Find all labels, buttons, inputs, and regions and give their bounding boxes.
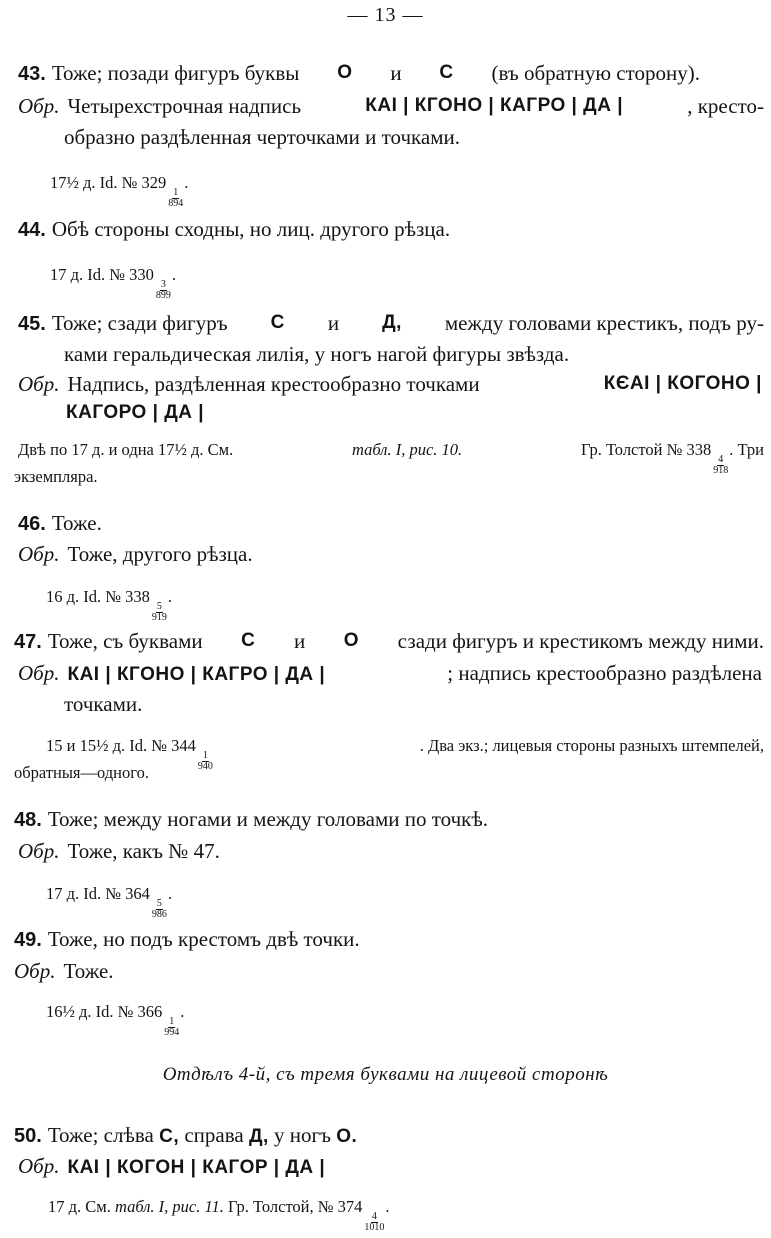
catalog-fraction: $\frac{5}{986}$ [151,898,167,920]
entry-45-note: Двѣ по 17 д. и одна 17½ д. См. табл. I, рис. 10. Гр. Толстой № 338 $\frac{4}{918}$ . Три [18,440,764,476]
catalog-fraction: $\frac{4}{1010}$ [364,1211,385,1233]
section-heading: Отдѣлъ 4-й, съ тремя буквами на лицевой сторонѣ [162,1064,609,1085]
obverse-label: Обр. [18,94,60,118]
inscription: КАІ | КГОНО | КАГРО | ДА | [365,95,624,116]
inscription: КАІ | КОГОН | КАГОР | ДА | [67,1157,326,1178]
catalog-fraction: $\frac{3}{899}$ [155,279,171,301]
entry-47-obverse: Обр. КАІ | КГОНО | КАГРО | ДА | ; надпись крестообразно раздѣлена [18,661,762,685]
entry-46-note: 16 д. Id. № 338 $\frac{5}{919}$ . [46,587,173,623]
entry-48-description: 48. Тоже; между ногами и между головами по точкѣ. [14,807,489,831]
entry-45-note-cont: экземпляра. [14,467,98,486]
obverse-label: Обр. [18,372,60,396]
entry-49-obverse: Обр. Тоже. [14,959,114,983]
catalog-fraction: $\frac{1}{894}$ [168,187,184,209]
entry-43-obverse: Обр. Четырехстрочная надпись КАІ | КГОНО | КАГРО | ДА | , кресто- [18,94,764,118]
entry-47-note: 15 и 15½ д. Id. № 344 $\frac{1}{940}$ . Два экз.; лицевыя стороны разныхъ штемпелей, [46,736,764,772]
entry-number: 44. [18,219,46,241]
catalog-fraction: $\frac{4}{918}$ [713,454,729,476]
catalog-fraction: $\frac{1}{994}$ [164,1016,180,1038]
entry-48-obverse: Обр. Тоже, какъ № 47. [18,839,220,863]
entry-45-description: 45. Тоже; сзади фигуръ С и Д, между головами крестикъ, подъ ру- [18,311,764,335]
page-number: — 13 — [347,4,424,26]
entry-number: 48. [14,809,42,831]
entry-47-description: 47. Тоже, съ буквами С и О сзади фигуръ и крестикомъ между ними. [14,629,764,653]
entry-43-description: 43. Тоже; позади фигуръ буквы О и С (въ обратную сторону). [18,61,700,85]
obverse-label: Обр. [18,661,60,685]
entry-number: 46. [18,513,46,535]
inscription: КАІ | КГОНО | КАГРО | ДА | [67,664,326,685]
entry-47-obverse-cont: точками. [64,692,143,716]
catalog-fraction: $\frac{1}{940}$ [197,750,213,772]
entry-number: 47. [14,631,42,653]
entry-44-note: 17 д. Id. № 330 $\frac{3}{899}$ . [50,265,177,301]
entry-number: 49. [14,929,42,951]
entry-48-note: 17 д. Id. № 364 $\frac{5}{986}$ . [46,884,173,920]
entry-50-note: 17 д. См. табл. I, рис. 11. Гр. Толстой, № 374 $\frac{4}{1010}$ . [48,1197,390,1233]
entry-number: 43. [18,63,46,85]
entry-50-obverse [18,1153,325,1181]
obverse-label: Обр. [18,1154,60,1178]
inscription: КЄАІ | КОГОНО | [603,373,762,394]
obverse-label: Обр. [18,542,60,566]
entry-number: 45. [18,313,46,335]
obverse-label: Обр. [18,839,60,863]
inscription-cont: КАГОРО | ДА | [66,402,205,423]
obverse-label: Обр. [14,959,56,983]
entry-46-description: 46. Тоже. [18,511,102,535]
entry-47-note-cont: обратныя—одного. [14,763,149,782]
entry-44-description: 44. Обѣ стороны сходны, но лиц. другого рѣзца. [18,217,451,241]
entry-number: 50. [14,1125,42,1147]
entry-43-obverse-cont: образно раздѣленная черточками и точками. [64,125,461,149]
entry-49-description: 49. Тоже, но подъ крестомъ двѣ точки. [14,927,360,951]
entry-43-note: 17½ д. Id. № 329 $\frac{1}{894}$ . [50,173,189,209]
entry-49-note: 16½ д. Id. № 366 $\frac{1}{994}$ . [46,1002,185,1038]
entry-46-obverse: Обр. Тоже, другого рѣзца. [18,542,253,566]
entry-45-description-cont: ками геральдическая лилія, у ногъ нагой фигуры звѣзда. [64,342,570,366]
entry-45-obverse: Обр. Надпись, раздѣленная крестообразно точками КЄАІ | КОГОНО | [18,372,762,396]
entry-50-description: 50. Тоже; слѣва С, справа Д, у ногъ О. [14,1123,358,1147]
catalog-fraction: $\frac{5}{919}$ [151,601,167,623]
